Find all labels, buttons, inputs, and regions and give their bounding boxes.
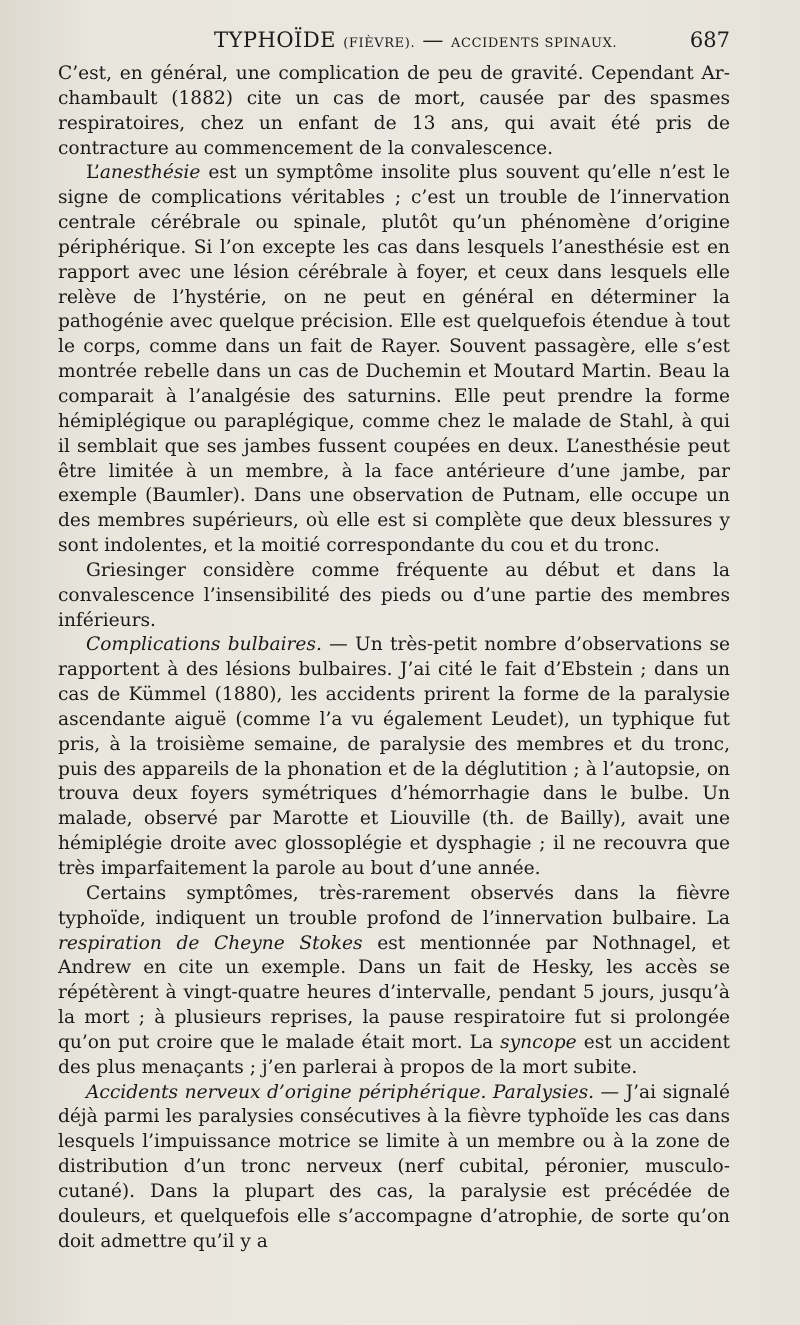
paragraph	[58, 633, 730, 881]
text-run: Griesinger considère comme fréquente au début et dans la convalescence l’insensibilité des pieds ou d’une partie des membres inférieurs.	[58, 559, 730, 631]
running-title-paren: (FIÈVRE).	[343, 36, 416, 51]
text-run: Certains symptômes, très-rarement observés dans la fièvre typhoïde, indiquent un trouble profond de l’innervation bulbaire. La	[58, 882, 730, 929]
page-number: 687	[689, 28, 730, 52]
italic-text: respiration de Cheyne Stokes	[58, 932, 363, 954]
italic-text: anesthésie	[99, 162, 201, 184]
paragraph	[58, 62, 730, 161]
text-run: est un symptôme insolite plus souvent qu’elle n’est le signe de complications véritables ; c’est un trouble de l’innervation centrale cérébrale ou spinale, plutôt qu’un phénomène d’origine périphérique. Si l’on excepte les cas dans lesquels l’anesthésie est en rapport avec une lésion cérébrale à foyer, et ceux dans lesquels elle relève de l’hystérie, on ne peut en général en déterminer la pathogénie avec quelque précision. Elle est quelquefois étendue à tout le corps, comme dans un fait de Rayer. Souvent passagère, elle s’est montrée rebelle dans un cas de Duchemin et Moutard Martin. Beau la comparait à l’analgésie des saturnins. Elle peut prendre la forme hémiplégique ou paraplégique, comme chez le malade de Stahl, à qui il semblait que ses jambes fussent coupées en deux. L’anesthésie peut être limitée à un membre, à la face antérieure d’une jambe, par exemple (Baumler). Dans une observation de Putnam, elle occupe un des membres supérieurs, où elle est si complète que deux blessures y sont indolentes, et la moitié correspondante du cou et du tronc.	[58, 162, 730, 557]
text-run: L’	[86, 162, 100, 184]
text-run: est mentionnée par Nothnagel, et Andrew en cite un exemple. Dans un fait de Hesky, les accès se répétèrent à vingt-quatre heures d’intervalle, pendant 5 jours, jusqu’à la mort ; à plusieurs reprises, la pause respiratoire fut si prolongée qu’on put croire que le malade était mort. La	[58, 932, 731, 1053]
running-title	[214, 28, 617, 52]
text-run: C’est, en général, une complication de peu de gravité. Cependant Archambault (1882) cite un cas de mort, causée par des spasmes respiratoires, chez un enfant de 13 ans, qui avait été pris de contracture au commencement de la convalescence.	[58, 63, 730, 159]
text-run: — J’ai signalé déjà parmi les paralysies consécutives à la fièvre typhoïde les cas dans lesquels l’impuissance motrice se limite à un membre ou à la zone de distribution d’un tronc nerveux (nerf cubital, péronier, musculo-cutané). Dans la plupart des cas, la paralysie est précédée de douleurs, et quelquefois elle s’accompagne d’atrophie, de sorte qu’on doit admettre qu’il y a	[58, 1081, 730, 1252]
text-run: est un accident des plus menaçants ; j’en parlerai à propos de la mort subite.	[58, 1031, 730, 1078]
text-run: — Un très-petit nombre d’observations se rapportent à des lésions bulbaires. J’ai cité le fait d’Ebstein ; dans un cas de Kümmel (1880), les accidents prirent la forme de la paralysie ascendante aiguë (comme l’a vu également Leudet), un typhique fut pris, à la troisième semaine, de paralysie des membres et du tronc, puis des appareils de la phonation et de la déglutition ; à l’autopsie, on trouva deux foyers symétriques d’hémorrhagie dans le bulbe. Un malade, observé par Marotte et Liouville (th. de Bailly), avait une hémiplégie droite avec glossoplégie et dysphagie ; il ne recouvra que très imparfaitement la parole au bout d’une année.	[58, 634, 730, 879]
italic-text: syncope	[500, 1031, 577, 1053]
paragraph	[58, 1081, 730, 1255]
paragraph	[58, 559, 730, 634]
running-title-section: ACCIDENTS SPINAUX.	[451, 36, 618, 51]
paragraph	[58, 882, 730, 1081]
running-title-separator: —	[415, 28, 452, 52]
running-header	[58, 28, 730, 58]
running-title-main: TYPHOÏDE	[214, 28, 336, 52]
paragraph	[58, 161, 730, 559]
italic-text: Complications bulbaires.	[86, 634, 322, 656]
italic-text: Accidents nerveux d’origine périphérique. Paralysies.	[86, 1081, 595, 1103]
body-text	[58, 62, 730, 1255]
